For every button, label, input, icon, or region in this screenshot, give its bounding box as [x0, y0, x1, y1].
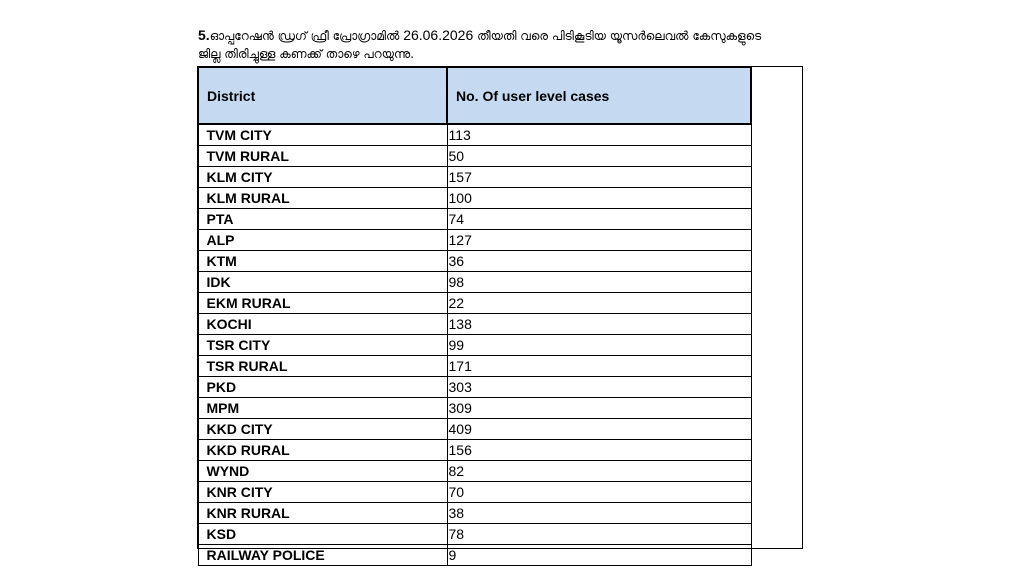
district-cell: KNR RURAL: [198, 503, 447, 524]
district-cell: PKD: [198, 377, 447, 398]
case-count-cell: 303: [447, 377, 751, 398]
district-cell: WYND: [198, 461, 447, 482]
case-count-cell: 99: [447, 335, 751, 356]
table-row: [198, 251, 751, 272]
district-cell: KNR CITY: [198, 482, 447, 503]
district-cell: EKM RURAL: [198, 293, 447, 314]
table-row: [198, 419, 751, 440]
district-cell: TVM RURAL: [198, 146, 447, 167]
case-count-cell: 50: [447, 146, 751, 167]
case-count-cell: 38: [447, 503, 751, 524]
district-cell: KLM CITY: [198, 167, 447, 188]
case-count-cell: 74: [447, 209, 751, 230]
table-row: [198, 272, 751, 293]
cases-table: [197, 66, 752, 566]
table-row: [198, 230, 751, 251]
district-cell: KLM RURAL: [198, 188, 447, 209]
heading-text-after-date: തീയതി വരെ പിടികൂടിയ യൂസർലെവൽ കേസുകളുടെ: [473, 29, 762, 43]
case-count-cell: 127: [447, 230, 751, 251]
case-count-cell: 309: [447, 398, 751, 419]
district-cell: TVM CITY: [198, 124, 447, 146]
section-heading: [198, 26, 808, 63]
district-cell: TSR RURAL: [198, 356, 447, 377]
table-row: [198, 524, 751, 545]
table-row: [198, 503, 751, 524]
district-cell: KSD: [198, 524, 447, 545]
district-cell: RAILWAY POLICE: [198, 545, 447, 566]
district-cell: IDK: [198, 272, 447, 293]
district-cell: KTM: [198, 251, 447, 272]
table-row: [198, 398, 751, 419]
heading-text-before-date: ഓപ്പറേഷൻ ഡ്രഗ് ഫ്രീ പ്രോഗ്രാമിൽ: [209, 29, 404, 43]
column-header-district: District: [198, 67, 447, 124]
case-count-cell: 82: [447, 461, 751, 482]
table-header-row: [198, 67, 751, 124]
heading-line-2: ജില്ല തിരിച്ചുള്ള കണക്ക് താഴെ പറയുന്നു.: [198, 47, 415, 61]
table-row: [198, 335, 751, 356]
heading-date: 26.06.2026: [403, 27, 474, 43]
table-body: [198, 124, 751, 566]
district-cell: PTA: [198, 209, 447, 230]
case-count-cell: 409: [447, 419, 751, 440]
table-row: [198, 377, 751, 398]
table-row: [198, 146, 751, 167]
table-row: [198, 124, 751, 146]
column-header-cases: No. Of user level cases: [447, 67, 751, 124]
district-cell: TSR CITY: [198, 335, 447, 356]
heading-line-1: [198, 26, 808, 45]
case-count-cell: 100: [447, 188, 751, 209]
case-count-cell: 70: [447, 482, 751, 503]
table-row: [198, 356, 751, 377]
section-number: 5.: [198, 27, 210, 43]
district-cell: KKD RURAL: [198, 440, 447, 461]
table-row: [198, 545, 751, 566]
case-count-cell: 78: [447, 524, 751, 545]
district-cell: KOCHI: [198, 314, 447, 335]
district-cell: MPM: [198, 398, 447, 419]
case-count-cell: 171: [447, 356, 751, 377]
table-row: [198, 482, 751, 503]
table-row: [198, 209, 751, 230]
table-row: [198, 167, 751, 188]
table-row: [198, 440, 751, 461]
table-row: [198, 461, 751, 482]
case-count-cell: 98: [447, 272, 751, 293]
case-count-cell: 156: [447, 440, 751, 461]
table-row: [198, 293, 751, 314]
case-count-cell: 9: [447, 545, 751, 566]
case-count-cell: 138: [447, 314, 751, 335]
table-row: [198, 188, 751, 209]
case-count-cell: 22: [447, 293, 751, 314]
district-cell: ALP: [198, 230, 447, 251]
case-count-cell: 36: [447, 251, 751, 272]
case-count-cell: 113: [447, 124, 751, 146]
district-cell: KKD CITY: [198, 419, 447, 440]
case-count-cell: 157: [447, 167, 751, 188]
table-row: [198, 314, 751, 335]
